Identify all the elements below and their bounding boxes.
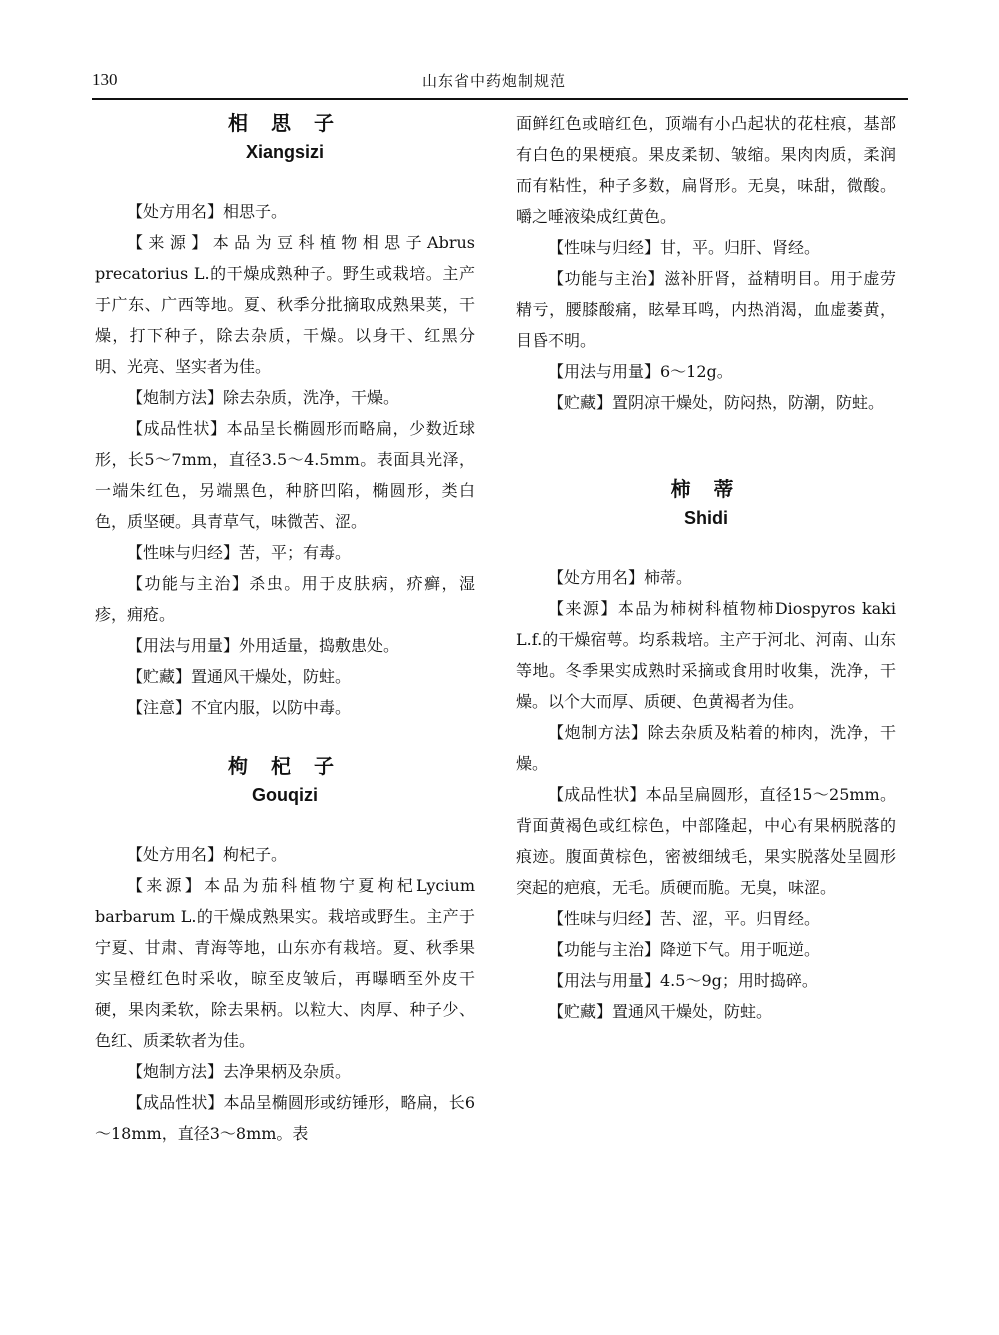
entry-pinyin-shidi: Shidi (684, 508, 728, 528)
right-column (516, 108, 896, 1027)
paragraph: 【注意】不宜内服，以防中毒。 (127, 698, 352, 717)
paragraph: 【成品性状】本品呈长椭圆形而略扁，少数近球形，长5～7mm，直径3.5～4.5mm。表面具光泽，一端朱红色，另端黑色，种脐凹陷，椭圆形，类白色，质坚硬。具青草气，味微苦、涩。 (95, 419, 475, 531)
paragraph-continuation: 面鲜红色或暗红色，顶端有小凸起状的花柱痕，基部有白色的果梗痕。果皮柔韧、皱缩。果肉肉质，柔润而有粘性，种子多数，扁肾形。无臭，味甜，微酸。嚼之唾液染成红黄色。 (516, 114, 896, 226)
entry-pinyin-xiangsizi: Xiangsizi (245, 142, 325, 162)
entry-title-gouqizi: 枸 杞 子 (228, 754, 342, 778)
paragraph: 【用法与用量】4.5～9g；用时捣碎。 (548, 971, 818, 990)
paragraph: 【处方用名】柿蒂。 (548, 568, 693, 587)
running-title: 山东省中药炮制规范 (422, 72, 567, 90)
entry-pinyin-gouqizi: Gouqizi (252, 785, 318, 805)
paragraph: 【性味与归经】苦、涩，平。归胃经。 (548, 909, 821, 928)
paragraph: 【贮藏】置阴凉干燥处，防闷热，防潮，防蛀。 (548, 393, 885, 412)
page-number: 130 (92, 70, 118, 89)
paragraph: 【贮藏】置通风干燥处，防蛀。 (127, 667, 352, 686)
paragraph: 【来源】本品为豆科植物相思子Abrus precatorius L.的干燥成熟种子。野生或栽培。主产于广东、广西等地。夏、秋季分批摘取成熟果荚，干燥，打下种子，除去杂质，干燥。以身干、红黑分明、光亮、坚实者为佳。 (95, 233, 475, 376)
paragraph: 【炮制方法】除去杂质，洗净，干燥。 (127, 388, 400, 407)
header-rule (92, 98, 908, 100)
paragraph: 【炮制方法】去净果柄及杂质。 (127, 1062, 352, 1081)
paragraph: 【贮藏】置通风干燥处，防蛀。 (548, 1002, 773, 1021)
paragraph: 【成品性状】本品呈扁圆形，直径15～25mm。背面黄褐色或红棕色，中部隆起，中心有果柄脱落的痕迹。腹面黄棕色，密被细绒毛，果实脱落处呈圆形突起的疤痕，无毛。质硬而脆。无臭，味涩。 (516, 785, 896, 897)
entry-title-shidi: 柿 蒂 (670, 477, 742, 501)
paragraph: 【来源】本品为柿树科植物柿Diospyros kaki L.f.的干燥宿萼。均系栽培。主产于河北、河南、山东等地。冬季果实成熟时采摘或食用时收集，洗净，干燥。以个大而厚、质硬、色黄褐者为佳。 (516, 599, 896, 711)
left-column (95, 108, 475, 1149)
paragraph: 【功能与主治】降逆下气。用于呃逆。 (548, 940, 821, 959)
paragraph: 【处方用名】枸杞子。 (127, 845, 288, 864)
paragraph: 【功能与主治】滋补肝肾，益精明目。用于虚劳精亏，腰膝酸痛，眩晕耳鸣，内热消渴，血虚萎黄，目昏不明。 (516, 269, 896, 350)
paragraph: 【来源】本品为茄科植物宁夏枸杞Lycium barbarum L.的干燥成熟果实。栽培或野生。主产于宁夏、甘肃、青海等地，山东亦有栽培。夏、秋季果实呈橙红色时采收，晾至皮皱后，再曝晒至外皮干硬，果肉柔软，除去果柄。以粒大、肉厚、种子少、色红、质柔软者为佳。 (95, 876, 475, 1050)
paragraph: 【成品性状】本品呈椭圆形或纺锤形，略扁，长6～18mm，直径3～8mm。表 (95, 1093, 475, 1143)
paragraph: 【用法与用量】外用适量，捣敷患处。 (127, 636, 400, 655)
paragraph: 【性味与归经】甘，平。归肝、肾经。 (548, 238, 821, 257)
paragraph: 【用法与用量】6～12g。 (548, 362, 733, 381)
paragraph: 【处方用名】相思子。 (127, 202, 288, 221)
entry-title-xiangsizi: 相 思 子 (228, 111, 342, 135)
paragraph: 【炮制方法】除去杂质及粘着的柿肉，洗净，干燥。 (516, 723, 896, 773)
page-header (92, 70, 910, 92)
paragraph: 【性味与归经】苦，平；有毒。 (127, 543, 352, 562)
paragraph: 【功能与主治】杀虫。用于皮肤病，疥癣，湿疹，痈疮。 (95, 574, 475, 624)
